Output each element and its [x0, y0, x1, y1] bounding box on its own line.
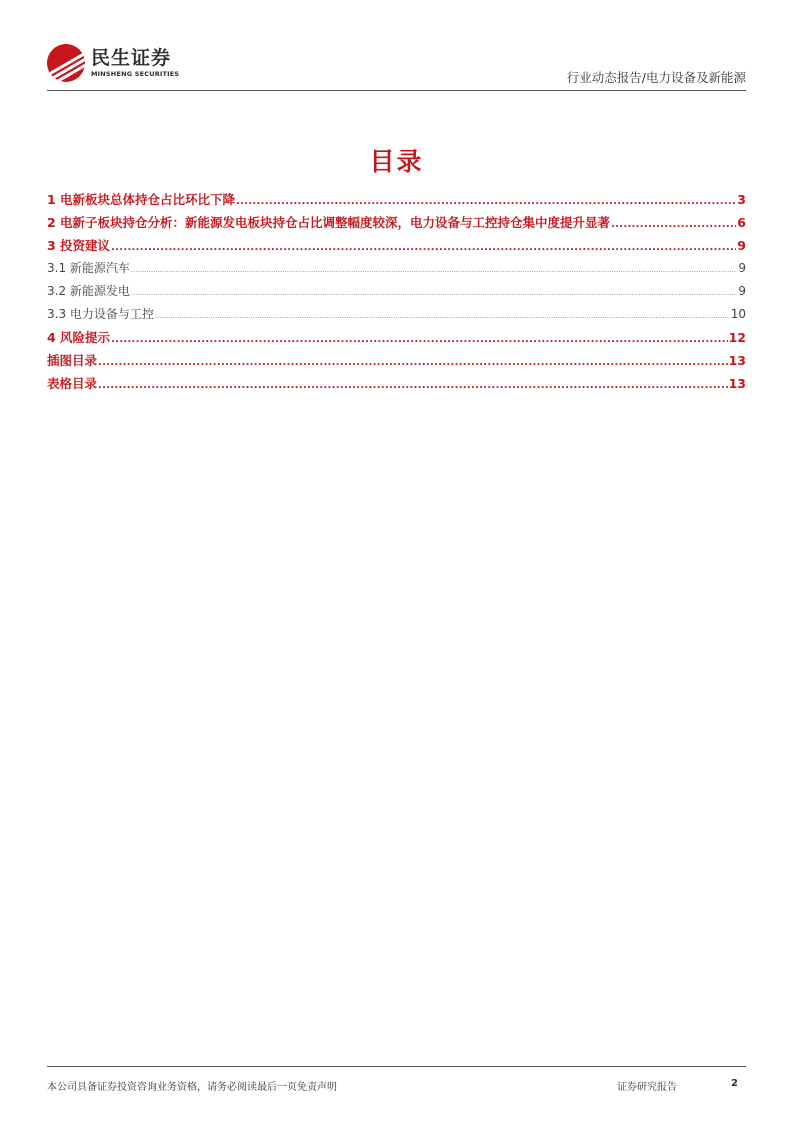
toc-title: 目录 [369, 147, 424, 176]
toc-entry-page: 6 [737, 215, 746, 230]
toc-entry-page: 10 [730, 307, 746, 321]
footer-disclaimer: 本公司具备证券投资咨询业务资格，请务必阅读最后一页免责声明 [47, 1082, 337, 1093]
toc-entry-page: 9 [738, 284, 746, 298]
report-type: 行业动态报告/电力设备及新能源 [566, 70, 746, 85]
page-number: 2 [731, 1078, 738, 1089]
toc-subentry[interactable] [47, 282, 746, 305]
company-logo [47, 44, 179, 82]
toc-entry-page: 9 [737, 238, 746, 253]
footer-doc-type: 证券研究报告 [617, 1082, 677, 1093]
header-divider [47, 90, 746, 91]
toc-entry[interactable] [47, 236, 746, 259]
page-header [47, 44, 746, 92]
toc-entry[interactable] [47, 190, 746, 213]
toc-entry-label: 4 风险提示 [47, 330, 111, 345]
logo-cn-text: 民生证券 [91, 46, 172, 69]
toc-entry-page: 13 [728, 376, 746, 391]
toc-entry-page: 9 [738, 261, 746, 275]
logo-en-text: MINSHENG SECURITIES [91, 69, 180, 78]
toc-subentry[interactable] [47, 259, 746, 282]
toc-entry-label: 3 投资建议 [47, 238, 111, 253]
toc-entry-page: 3 [737, 192, 746, 207]
toc-entry[interactable] [47, 213, 746, 236]
toc-leader-dots [155, 312, 730, 320]
toc-leader-dots [111, 334, 728, 345]
toc-leader-dots [236, 196, 736, 207]
toc-subentry[interactable] [47, 305, 746, 328]
toc-leader-dots [111, 242, 736, 253]
minsheng-logo-icon [47, 44, 85, 82]
toc-leader-dots [131, 289, 737, 297]
toc-entry-label: 表格目录 [47, 376, 98, 391]
toc-entry-label: 插图目录 [47, 353, 98, 368]
toc-leader-dots [611, 219, 736, 230]
toc-entry-label: 2 电新子板块持仓分析：新能源发电板块持仓占比调整幅度较深，电力设备与工控持仓集中度提升显著 [47, 215, 611, 230]
toc-entry-label: 1 电新板块总体持仓占比环比下降 [47, 192, 236, 207]
footer-divider [47, 1066, 746, 1067]
toc-entry-label: 3.1 新能源汽车 [47, 261, 130, 275]
toc-leader-dots [98, 380, 728, 391]
table-of-contents [47, 190, 746, 397]
toc-entry-label: 3.2 新能源发电 [47, 284, 130, 298]
toc-entry[interactable] [47, 351, 746, 374]
toc-leader-dots [131, 266, 737, 274]
toc-entry-page: 12 [728, 330, 746, 345]
toc-entry-label: 3.3 电力设备与工控 [47, 307, 154, 321]
toc-entry[interactable] [47, 374, 746, 397]
toc-entry-page: 13 [728, 353, 746, 368]
toc-entry[interactable] [47, 328, 746, 351]
toc-leader-dots [98, 357, 728, 368]
